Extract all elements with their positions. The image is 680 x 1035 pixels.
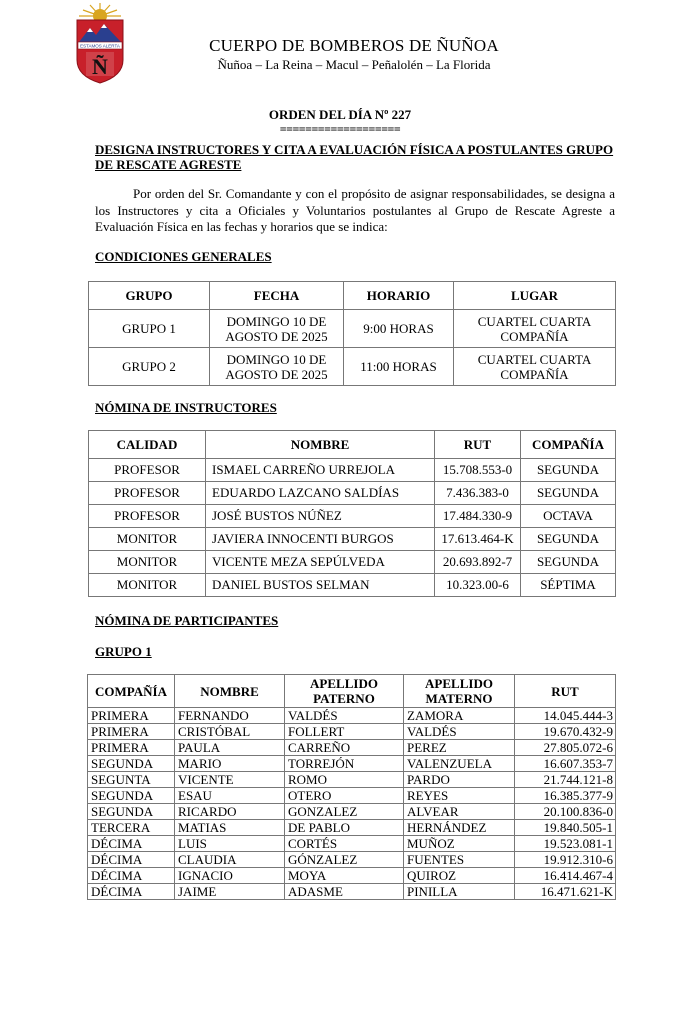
maternal-surname-cell: REYES [404, 788, 515, 804]
column-header: HORARIO [344, 282, 454, 310]
column-header: LUGAR [454, 282, 616, 310]
rut-cell: 15.708.553-0 [435, 459, 521, 482]
document-subject: DESIGNA INSTRUCTORES Y CITA A EVALUACIÓN FÍSICA A POSTULANTES GRUPO DE RESCATE AGRESTE [95, 142, 614, 172]
participants-table [87, 674, 616, 900]
name-cell: VICENTE MEZA SEPÚLVEDA [206, 551, 435, 574]
company-cell: DÉCIMA [88, 868, 175, 884]
group-cell: GRUPO 1 [89, 310, 210, 348]
rut-cell: 16.471.621-K [515, 884, 616, 900]
company-cell: PRIMERA [88, 724, 175, 740]
paternal-surname-cell: GÓNZALEZ [285, 852, 404, 868]
paternal-surname-cell: OTERO [285, 788, 404, 804]
column-header: RUT [435, 431, 521, 459]
paternal-surname-cell: FOLLERT [285, 724, 404, 740]
order-title-rule: =================== [279, 122, 401, 136]
table-row [89, 551, 616, 574]
rut-cell: 19.840.505-1 [515, 820, 616, 836]
place-cell: CUARTEL CUARTA COMPAÑÍA [454, 348, 616, 386]
table-row [88, 836, 616, 852]
column-header: CALIDAD [89, 431, 206, 459]
crest-motto: ESTAMOS ALERTA [80, 43, 120, 49]
paternal-surname-cell: CORTÉS [285, 836, 404, 852]
table-header-row [89, 282, 616, 310]
table-row [88, 804, 616, 820]
role-cell: PROFESOR [89, 482, 206, 505]
company-cell: DÉCIMA [88, 884, 175, 900]
maternal-surname-cell: QUIROZ [404, 868, 515, 884]
name-cell: ISMAEL CARREÑO URREJOLA [206, 459, 435, 482]
table-row [88, 756, 616, 772]
place-cell: CUARTEL CUARTA COMPAÑÍA [454, 310, 616, 348]
maternal-surname-cell: PARDO [404, 772, 515, 788]
table-row [88, 852, 616, 868]
name-cell: JOSÉ BUSTOS NÚÑEZ [206, 505, 435, 528]
column-header: NOMBRE [206, 431, 435, 459]
table-row [88, 820, 616, 836]
name-cell: DANIEL BUSTOS SELMAN [206, 574, 435, 597]
time-cell: 9:00 HORAS [344, 310, 454, 348]
company-cell: SEGUNDA [521, 528, 616, 551]
company-cell: PRIMERA [88, 740, 175, 756]
company-cell: DÉCIMA [88, 836, 175, 852]
maternal-surname-cell: VALDÉS [404, 724, 515, 740]
participants-heading: NÓMINA DE PARTICIPANTES [95, 613, 279, 628]
company-cell: SEGUNDA [88, 804, 175, 820]
conditions-table [88, 281, 616, 386]
table-row [88, 772, 616, 788]
table-row [89, 459, 616, 482]
paternal-surname-cell: ROMO [285, 772, 404, 788]
table-row [88, 868, 616, 884]
rut-cell: 16.414.467-4 [515, 868, 616, 884]
paternal-surname-cell: CARREÑO [285, 740, 404, 756]
paternal-surname-cell: TORREJÓN [285, 756, 404, 772]
company-cell: OCTAVA [521, 505, 616, 528]
column-header: GRUPO [89, 282, 210, 310]
intro-paragraph: Por orden del Sr. Comandante y con el propósito de asignar responsabilidades, se designa a los Instructores y cita a Oficiales y Voluntarios postulantes al Grupo de Rescate Agreste a Evaluación Física en las fechas y horarios que se indica: [95, 186, 615, 234]
maternal-surname-cell: ZAMORA [404, 708, 515, 724]
maternal-surname-cell: VALENZUELA [404, 756, 515, 772]
rut-cell: 19.912.310-6 [515, 852, 616, 868]
rut-cell: 10.323.00-6 [435, 574, 521, 597]
column-header: COMPAÑÍA [521, 431, 616, 459]
column-header: NOMBRE [175, 675, 285, 708]
first-name-cell: MARIO [175, 756, 285, 772]
paternal-surname-cell: GONZALEZ [285, 804, 404, 820]
table-row [89, 348, 616, 386]
first-name-cell: CRISTÓBAL [175, 724, 285, 740]
date-cell: DOMINGO 10 DE AGOSTO DE 2025 [210, 348, 344, 386]
rut-cell: 14.045.444-3 [515, 708, 616, 724]
table-row [88, 740, 616, 756]
time-cell: 11:00 HORAS [344, 348, 454, 386]
column-header: APELLIDO MATERNO [404, 675, 515, 708]
role-cell: MONITOR [89, 528, 206, 551]
role-cell: PROFESOR [89, 505, 206, 528]
column-header: RUT [515, 675, 616, 708]
column-header: COMPAÑÍA [88, 675, 175, 708]
maternal-surname-cell: FUENTES [404, 852, 515, 868]
order-title: ORDEN DEL DÍA Nº 227 [268, 107, 412, 122]
maternal-surname-cell: ALVEAR [404, 804, 515, 820]
company-cell: SEGUNDA [521, 482, 616, 505]
column-header: APELLIDO PATERNO [285, 675, 404, 708]
company-cell: SÉPTIMA [521, 574, 616, 597]
company-cell: TERCERA [88, 820, 175, 836]
table-row [89, 574, 616, 597]
first-name-cell: IGNACIO [175, 868, 285, 884]
first-name-cell: VICENTE [175, 772, 285, 788]
company-cell: SEGUNDA [521, 551, 616, 574]
rut-cell: 19.670.432-9 [515, 724, 616, 740]
role-cell: MONITOR [89, 574, 206, 597]
group-1-heading: GRUPO 1 [95, 644, 152, 659]
header-title: CUERPO DE BOMBEROS DE ÑUÑOA [209, 36, 499, 55]
rut-cell: 16.385.377-9 [515, 788, 616, 804]
paternal-surname-cell: DE PABLO [285, 820, 404, 836]
first-name-cell: CLAUDIA [175, 852, 285, 868]
table-row [89, 310, 616, 348]
company-cell: PRIMERA [88, 708, 175, 724]
maternal-surname-cell: PINILLA [404, 884, 515, 900]
table-row [88, 884, 616, 900]
first-name-cell: LUIS [175, 836, 285, 852]
table-row [88, 724, 616, 740]
table-row [89, 528, 616, 551]
maternal-surname-cell: MUÑOZ [404, 836, 515, 852]
first-name-cell: JAIME [175, 884, 285, 900]
first-name-cell: ESAU [175, 788, 285, 804]
role-cell: PROFESOR [89, 459, 206, 482]
rut-cell: 27.805.072-6 [515, 740, 616, 756]
maternal-surname-cell: PEREZ [404, 740, 515, 756]
company-cell: SEGUNDA [88, 756, 175, 772]
table-row [89, 482, 616, 505]
table-row [88, 708, 616, 724]
paternal-surname-cell: ADASME [285, 884, 404, 900]
instructors-heading: NÓMINA DE INSTRUCTORES [95, 400, 277, 415]
role-cell: MONITOR [89, 551, 206, 574]
crest-letter: Ñ [92, 54, 108, 79]
first-name-cell: FERNANDO [175, 708, 285, 724]
table-row [88, 788, 616, 804]
rut-cell: 20.693.892-7 [435, 551, 521, 574]
company-cell: SEGUNDA [88, 788, 175, 804]
conditions-heading: CONDICIONES GENERALES [95, 249, 272, 264]
company-cell: SEGUNDA [521, 459, 616, 482]
column-header: FECHA [210, 282, 344, 310]
name-cell: EDUARDO LAZCANO SALDÍAS [206, 482, 435, 505]
rut-cell: 21.744.121-8 [515, 772, 616, 788]
table-row [89, 505, 616, 528]
instructors-table [88, 430, 616, 597]
table-header-row [88, 675, 616, 708]
rut-cell: 16.607.353-7 [515, 756, 616, 772]
rut-cell: 20.100.836-0 [515, 804, 616, 820]
rut-cell: 17.613.464-K [435, 528, 521, 551]
date-cell: DOMINGO 10 DE AGOSTO DE 2025 [210, 310, 344, 348]
rut-cell: 19.523.081-1 [515, 836, 616, 852]
company-cell: DÉCIMA [88, 852, 175, 868]
name-cell: JAVIERA INNOCENTI BURGOS [206, 528, 435, 551]
first-name-cell: RICARDO [175, 804, 285, 820]
first-name-cell: MATIAS [175, 820, 285, 836]
rut-cell: 7.436.383-0 [435, 482, 521, 505]
company-cell: SEGUNTA [88, 772, 175, 788]
paternal-surname-cell: MOYA [285, 868, 404, 884]
group-cell: GRUPO 2 [89, 348, 210, 386]
maternal-surname-cell: HERNÁNDEZ [404, 820, 515, 836]
table-header-row [89, 431, 616, 459]
header-subtitle: Ñuñoa – La Reina – Macul – Peñalolén – La Florida [217, 57, 491, 72]
paternal-surname-cell: VALDÉS [285, 708, 404, 724]
rut-cell: 17.484.330-9 [435, 505, 521, 528]
first-name-cell: PAULA [175, 740, 285, 756]
